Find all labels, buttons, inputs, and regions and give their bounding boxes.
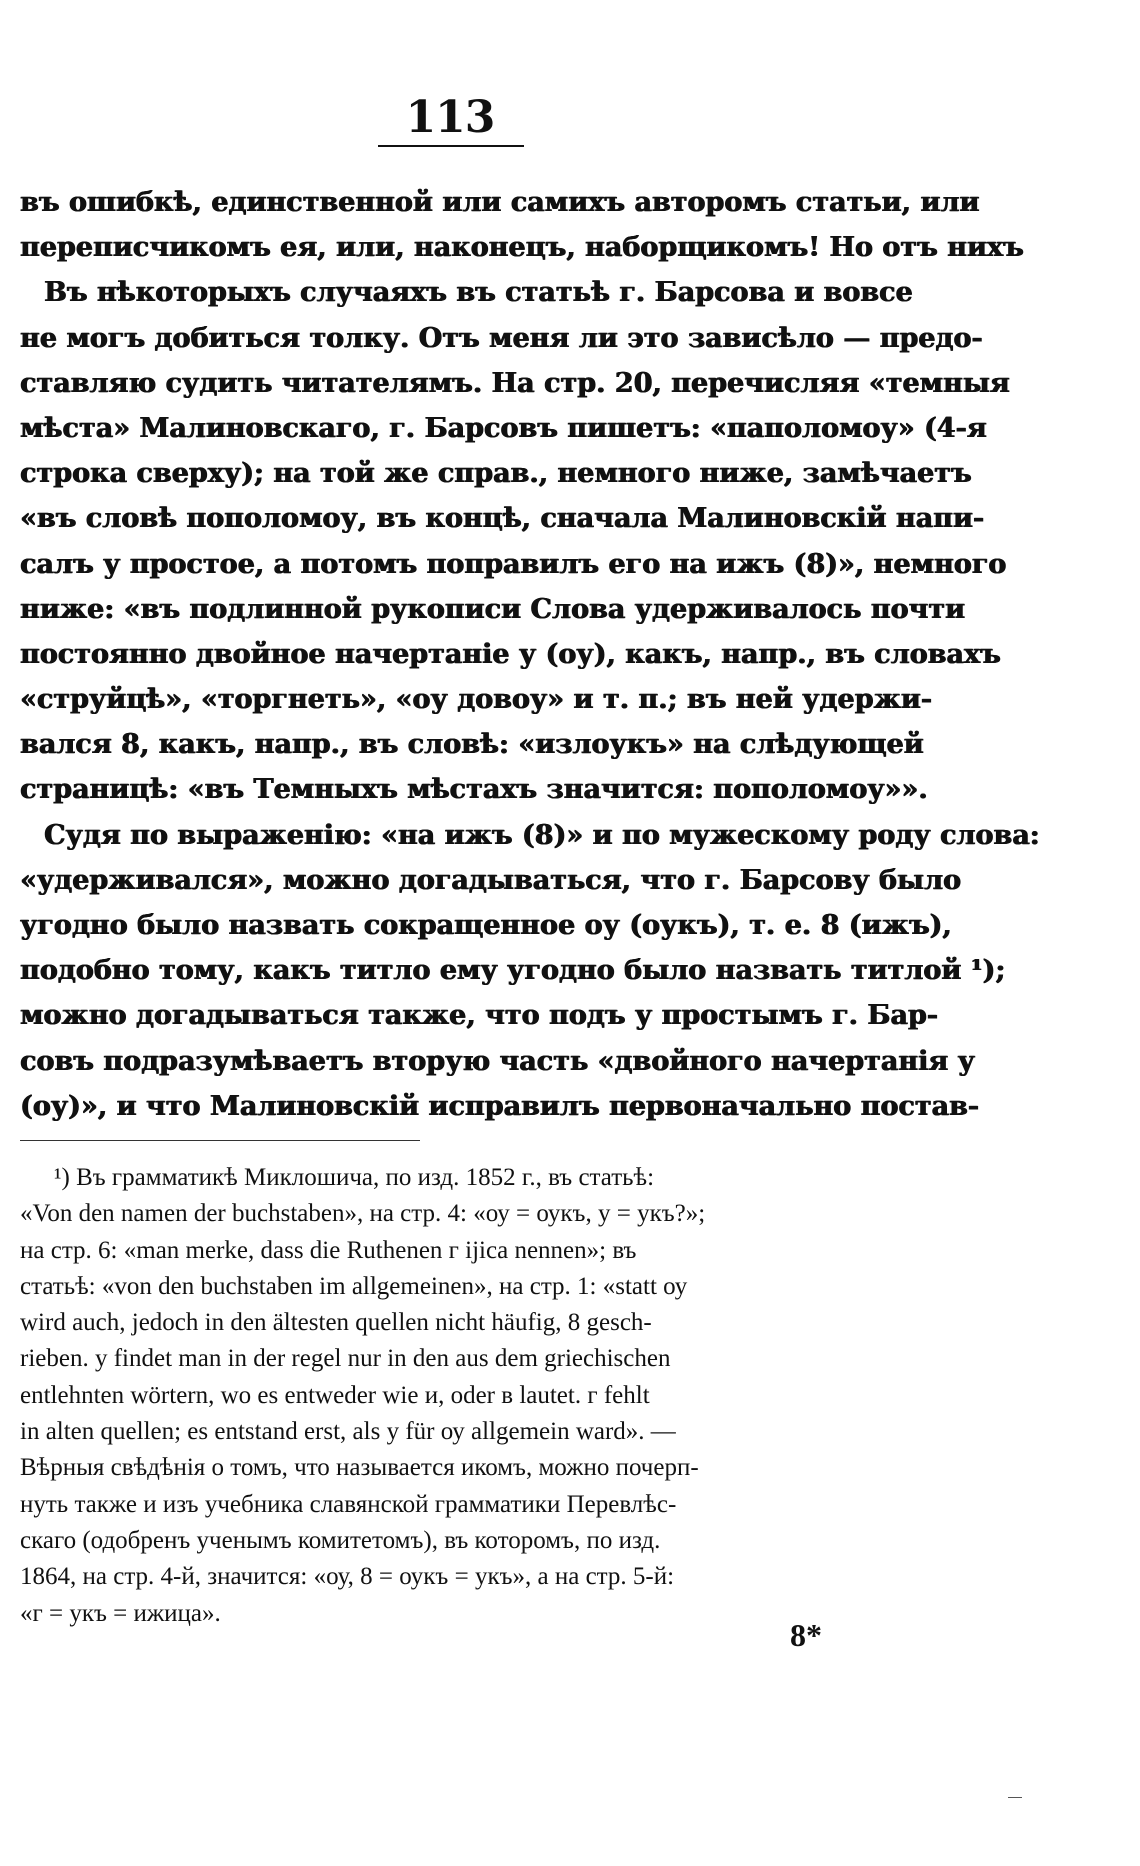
text-line: «струйцѣ», «торгнеть», «оу довоу» и т. п.; въ ней удержи- xyxy=(20,684,933,716)
footnote-line: нуть также и изъ учебника славянской грамматики Перевлѣс- xyxy=(20,1490,677,1518)
text-line: (оу)», и что Малиновскій исправилъ первоначально постав- xyxy=(20,1090,980,1122)
scan-mark xyxy=(1008,1797,1022,1798)
text-line: постоянно двойное начертаніе у (оу), какъ, напр., въ словахъ xyxy=(20,638,1001,670)
footnote-line: ¹) Въ грамматикѣ Миклошича, по изд. 1852 г., въ статьѣ: xyxy=(54,1164,655,1191)
text-line: «въ словѣ пополомоу, въ концѣ, сначала Малиновскій напи- xyxy=(20,503,985,535)
text-line: Въ нѣкоторыхъ случаяхъ въ статьѣ г. Барсова и вовсе xyxy=(44,277,913,309)
text-line: подобно тому, какъ титло ему угодно было назвать титлой ¹); xyxy=(20,955,1006,987)
text-line: мѣста» Малиновскаго, г. Барсовъ пишетъ: «паполомоу» (4-я xyxy=(20,412,987,444)
text-line: угодно было назвать сокращенное оу (оукъ), т. е. 8 (ижъ), xyxy=(20,910,952,941)
footnote xyxy=(20,1160,905,1632)
page-number: 113 xyxy=(405,92,495,143)
text-line: страницѣ: «въ Темныхъ мѣстахъ значится: пополомоу»». xyxy=(20,774,928,806)
text-line: Судя по выраженію: «на ижъ (8)» и по мужескому роду слова: xyxy=(44,819,1040,851)
footnote-line: entlehnten wörtern, wo es entweder wie и, oder в lautet. г fehlt xyxy=(20,1381,650,1409)
footnote-line: in alten quellen; es entstand erst, als у für оу allgemein ward». — xyxy=(20,1418,676,1446)
footnote-line: на стр. 6: «man merke, dass die Ruthenen г ijica nennen»; въ xyxy=(20,1236,637,1264)
text-line: вался 8, какъ, напр., въ словѣ: «излоукъ» на слѣдующей xyxy=(20,729,924,761)
footnote-line: скаго (одобренъ ученымъ комитетомъ), въ которомъ, по изд. xyxy=(20,1526,661,1554)
text-line: ставляю судить читателямъ. На стр. 20, перечисляя «темныя xyxy=(20,367,1010,399)
text-line: строка сверху); на той же справ., немного ниже, замѣчаетъ xyxy=(20,458,972,490)
footnote-line: rieben. у findet man in der regel nur in den aus dem griechischen xyxy=(20,1345,671,1373)
footnote-line: «Von den namen der buchstaben», на стр. 4: «оу = оукъ, у = укъ?»; xyxy=(20,1200,706,1228)
footnote-line: «г = укъ = ижица». xyxy=(20,1599,221,1627)
text-line: совъ подразумѣваетъ вторую часть «двойного начертанія у xyxy=(20,1045,975,1077)
text-line: не могъ добиться толку. Отъ меня ли это зависѣло — предо- xyxy=(20,322,983,354)
text-line: «удерживался», можно догадываться, что г. Барсову было xyxy=(20,864,962,896)
text-line: въ ошибкѣ, единственной или самихъ авторомъ статьи, или xyxy=(20,187,980,218)
footnote-line: статьѣ: «von den buchstaben im allgemeinen», на стр. 1: «statt оу xyxy=(20,1272,688,1300)
footnote-rule xyxy=(20,1140,420,1141)
footnote-line: wird auch, jedoch in den ältesten quellen nicht häufig, 8 gesch- xyxy=(20,1309,652,1337)
text-line: салъ у простое, а потомъ поправилъ его на ижъ (8)», немного xyxy=(20,548,1007,580)
main-text xyxy=(20,180,1040,1129)
footnote-line: Вѣрныя свѣдѣнія о томъ, что называется икомъ, можно почерп- xyxy=(20,1454,699,1482)
text-line: ниже: «въ подлинной рукописи Слова удерживалось почти xyxy=(20,593,966,625)
signature-mark: 8* xyxy=(790,1617,822,1653)
footnote-line: 1864, на стр. 4-й, значится: «оу, 8 = оукъ = укъ», а на стр. 5-й: xyxy=(20,1563,675,1591)
text-line: переписчикомъ ея, или, наконецъ, наборщикомъ! Но отъ нихъ xyxy=(20,232,1024,264)
text-line: можно догадываться также, что подъ у простымъ г. Бар- xyxy=(20,1000,938,1032)
header-rule xyxy=(378,145,524,147)
